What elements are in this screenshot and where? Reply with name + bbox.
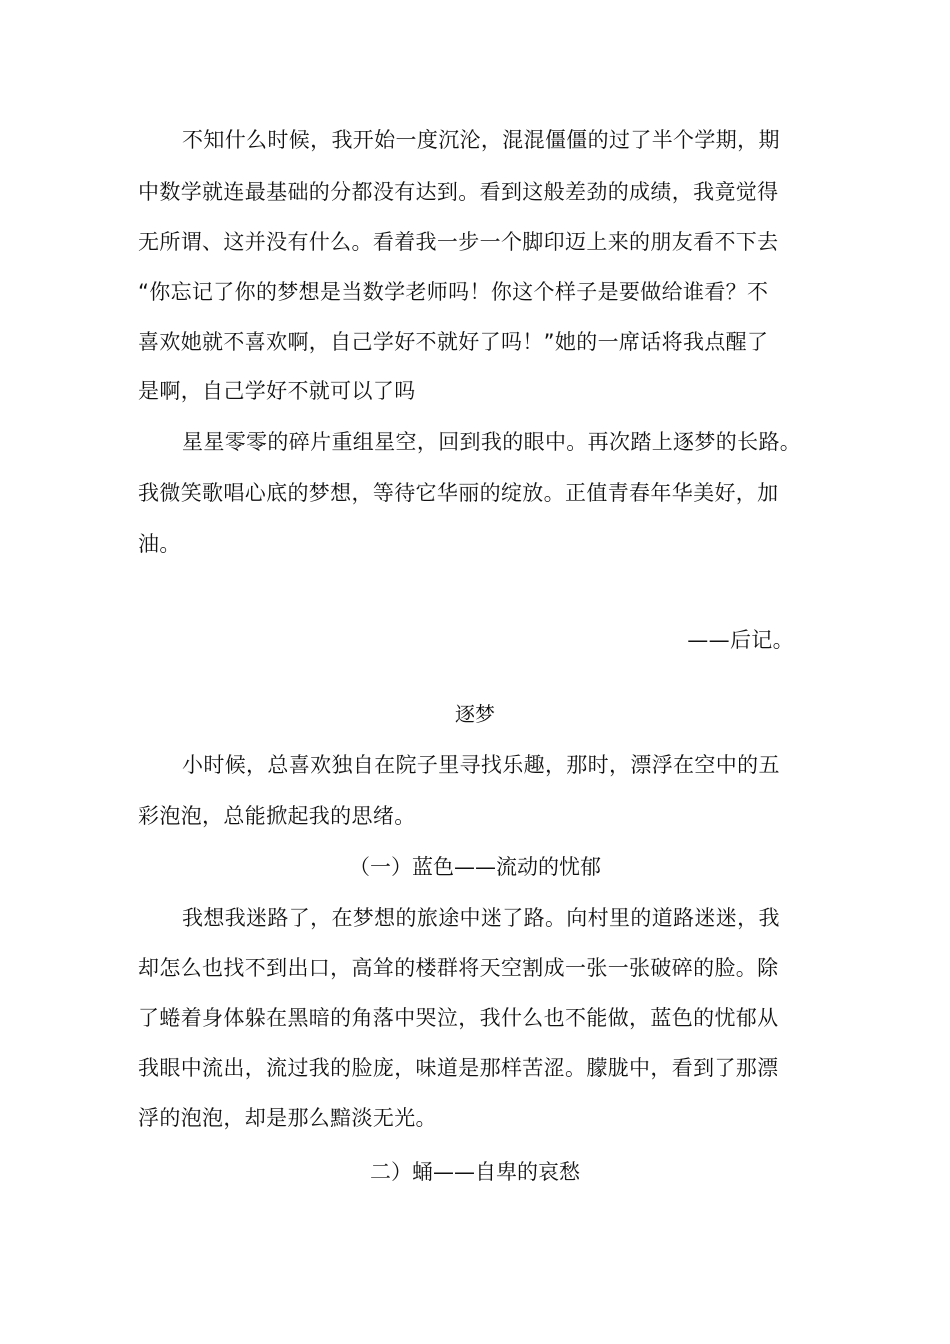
section-heading: （一）蓝色——流动的忧郁 [349,855,601,879]
paragraph-line: 是啊，自己学好不就可以了吗 [138,379,416,403]
paragraph-line: 中数学就连最基础的分都没有达到。看到这般差劲的成绩，我竟觉得 [138,180,779,204]
section-heading: 二）蛹——自卑的哀愁 [370,1160,580,1184]
paragraph-line: 我想我迷路了，在梦想的旅途中迷了路。向村里的道路迷迷，我 [182,906,780,930]
paragraph-line: 我眼中流出，流过我的脸庞，味道是那样苦涩。朦胧中，看到了那漂 [138,1056,779,1080]
paragraph-line: 却怎么也找不到出口，高耸的楼群将天空割成一张一张破碎的脸。除 [138,956,779,980]
paragraph-line: 了蜷着身体躲在黑暗的角落中哭泣，我什么也不能做，蓝色的忧郁从 [138,1006,779,1030]
paragraph-line: 喜欢她就不喜欢啊，自己学好不就好了吗！”她的一席话将我点醒了 [138,330,769,354]
paragraph-line: “你忘记了你的梦想是当数学老师吗！你这个样子是要做给谁看？不 [138,280,769,304]
paragraph-line: 我微笑歌唱心底的梦想，等待它华丽的绽放。正值青春年华美好，加 [138,481,779,505]
essay-title: 逐梦 [455,702,495,726]
paragraph-line: 小时候，总喜欢独自在院子里寻找乐趣，那时，漂浮在空中的五 [182,753,780,777]
paragraph-line: 无所谓、这并没有什么。看着我一步一个脚印迈上来的朋友看不下去 [138,230,779,254]
paragraph-line: 浮的泡泡，却是那么黯淡无光。 [138,1106,437,1130]
paragraph-line: 不知什么时候，我开始一度沉沦，混混僵僵的过了半个学期，期 [182,128,780,152]
afterword: ——后记。 [687,628,794,652]
paragraph-line: 星星零零的碎片重组星空，回到我的眼中。再次踏上逐梦的长路。 [182,430,802,454]
paragraph-line: 彩泡泡，总能掀起我的思绪。 [138,804,416,828]
paragraph-line: 油。 [138,532,181,556]
